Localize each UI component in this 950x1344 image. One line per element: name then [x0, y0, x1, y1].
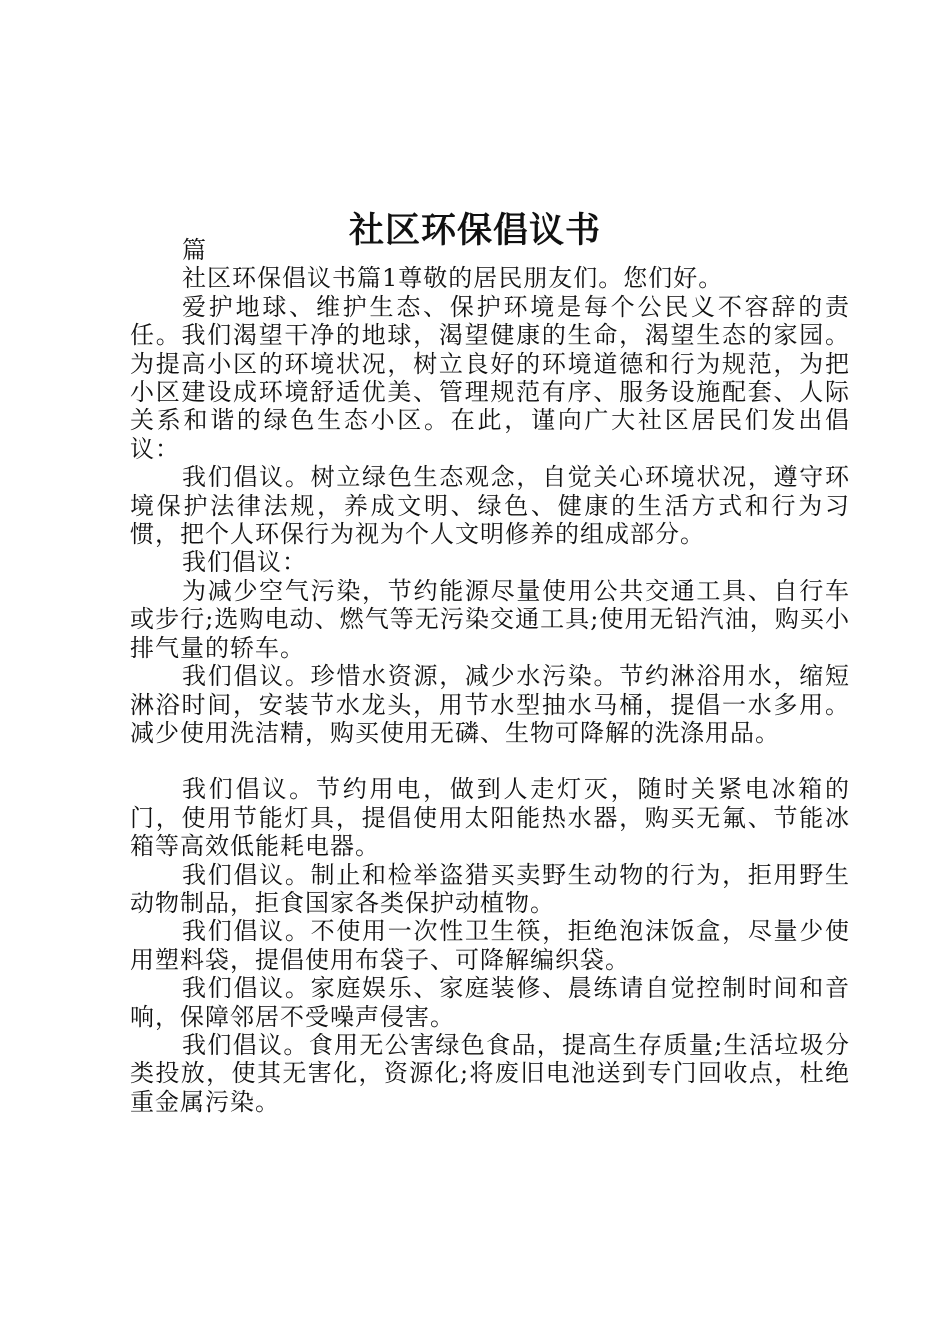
paragraph-proposal-green-lifestyle: 我们倡议。树立绿色生态观念，自觉关心环境状况，遵守环境保护法律法规，养成文明、绿色、健康的生活方式和行为习惯，把个人环保行为视为个人文明修养的组成部分。: [130, 463, 850, 549]
document-title: 社区环保倡议书: [348, 210, 601, 252]
paragraph-proposal-food-waste: 我们倡议。食用无公害绿色食品，提高生存质量;生活垃圾分类投放，使其无害化，资源化;将废旧电池送到专门回收点，杜绝重金属污染。: [130, 1030, 850, 1116]
paragraph-proposal-heading: 我们倡议：: [182, 548, 307, 577]
document-body: [130, 236, 850, 1116]
paragraph-section-marker: 篇: [182, 236, 207, 264]
paragraph-proposal-noise: 我们倡议。家庭娱乐、家庭装修、晨练请自觉控制时间和音响，保障邻居不受噪声侵害。: [130, 974, 850, 1031]
paragraph-proposal-water: 我们倡议。珍惜水资源，减少水污染。节约淋浴用水，缩短淋浴时间，安装节水龙头，用节水型抽水马桶，提倡一水多用。减少使用洗洁精，购买使用无磷、生物可降解的洗涤用品。: [130, 662, 850, 747]
paragraph-proposal-electricity: 我们倡议。节约用电，做到人走灯灭，随时关紧电冰箱的门，使用节能灯具，提倡使用太阳能热水器，购买无氟、节能冰箱等高效低能耗电器。: [130, 775, 850, 861]
paragraph-introduction: 爱护地球、维护生态、保护环境是每个公民义不容辞的责任。我们渴望干净的地球，渴望健康的生命，渴望生态的家园。为提高小区的环境状况，树立良好的环境道德和行为规范，为把小区建设成环境舒适优美、管理规范有序、服务设施配套、人际关系和谐的绿色生态小区。在此，谨向广大社区居民们发出倡议：: [130, 292, 850, 463]
paragraph-greeting: 社区环保倡议书篇1尊敬的居民朋友们。您们好。: [182, 264, 724, 293]
paragraph-proposal-wildlife: 我们倡议。制止和检举盗猎买卖野生动物的行为，拒用野生动物制品，拒食国家各类保护动植物。: [130, 860, 850, 917]
paragraph-proposal-air-pollution: 为减少空气污染，节约能源尽量使用公共交通工具、自行车或步行;选购电动、燃气等无污染交通工具;使用无铅汽油，购买小排气量的轿车。: [130, 576, 850, 662]
paragraph-proposal-disposables: 我们倡议。不使用一次性卫生筷，拒绝泡沫饭盒，尽量少使用塑料袋，提倡使用布袋子、可降解编织袋。: [130, 917, 850, 974]
